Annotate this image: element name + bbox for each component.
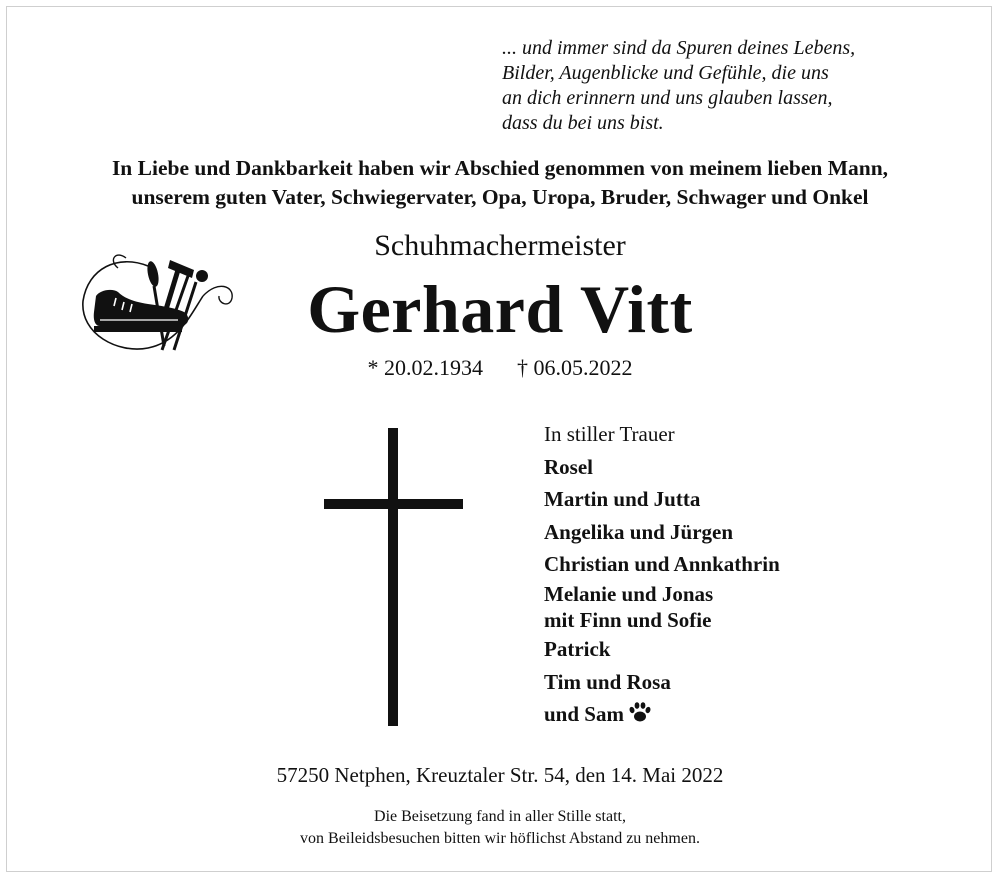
intro-text xyxy=(20,154,980,212)
mourner-name: Patrick xyxy=(544,636,611,661)
mourner-name: Tim und Rosa xyxy=(544,669,671,694)
poem-line: an dich erinnern und uns glauben lassen, xyxy=(502,87,833,109)
intro-line: In Liebe und Dankbarkeit haben wir Abschied genommen von meinem lieben Mann, xyxy=(111,156,889,180)
cross-icon xyxy=(388,428,398,726)
notice-line: von Beileidsbesuchen bitten wir höflichst Abstand zu nehmen. xyxy=(300,830,700,847)
mourner-name: mit Finn und Sofie xyxy=(544,607,712,632)
mourner-name: Melanie und Jonas xyxy=(544,581,714,606)
paw-icon xyxy=(628,700,652,722)
life-dates xyxy=(300,354,700,382)
notice-line: Die Beisetzung fand in aller Stille statt, xyxy=(374,808,626,825)
mourners-list xyxy=(544,418,964,731)
poem-line: dass du bei uns bist. xyxy=(502,112,664,134)
intro-line: unserem guten Vater, Schwiegervater, Opa, Uropa, Bruder, Schwager und Onkel xyxy=(131,185,869,209)
mourner-name: Rosel xyxy=(544,454,593,479)
poem xyxy=(502,36,972,136)
address-line: 57250 Netphen, Kreuztaler Str. 54, den 14. Mai 2022 xyxy=(276,763,724,787)
profession-title: Schuhmachermeister xyxy=(374,229,626,262)
mourner-name: und Sam xyxy=(544,702,624,727)
mourner-name: Martin und Jutta xyxy=(544,487,701,512)
poem-line: Bilder, Augenblicke und Gefühle, die uns xyxy=(502,62,829,84)
funeral-notice xyxy=(100,806,900,850)
birth-date: * 20.02.1934 xyxy=(367,355,483,380)
poem-line: ... und immer sind da Spuren deines Lebens, xyxy=(502,37,856,59)
death-date: † 06.05.2022 xyxy=(517,355,633,380)
deceased-name: Gerhard Vitt xyxy=(307,271,693,347)
mourner-name-pet xyxy=(544,698,964,731)
mourners-heading: In stiller Trauer xyxy=(544,422,675,446)
cross-icon-bar xyxy=(324,499,463,509)
mourner-name: Christian und Annkathrin xyxy=(544,552,780,577)
mourner-name: Angelika und Jürgen xyxy=(544,519,734,544)
